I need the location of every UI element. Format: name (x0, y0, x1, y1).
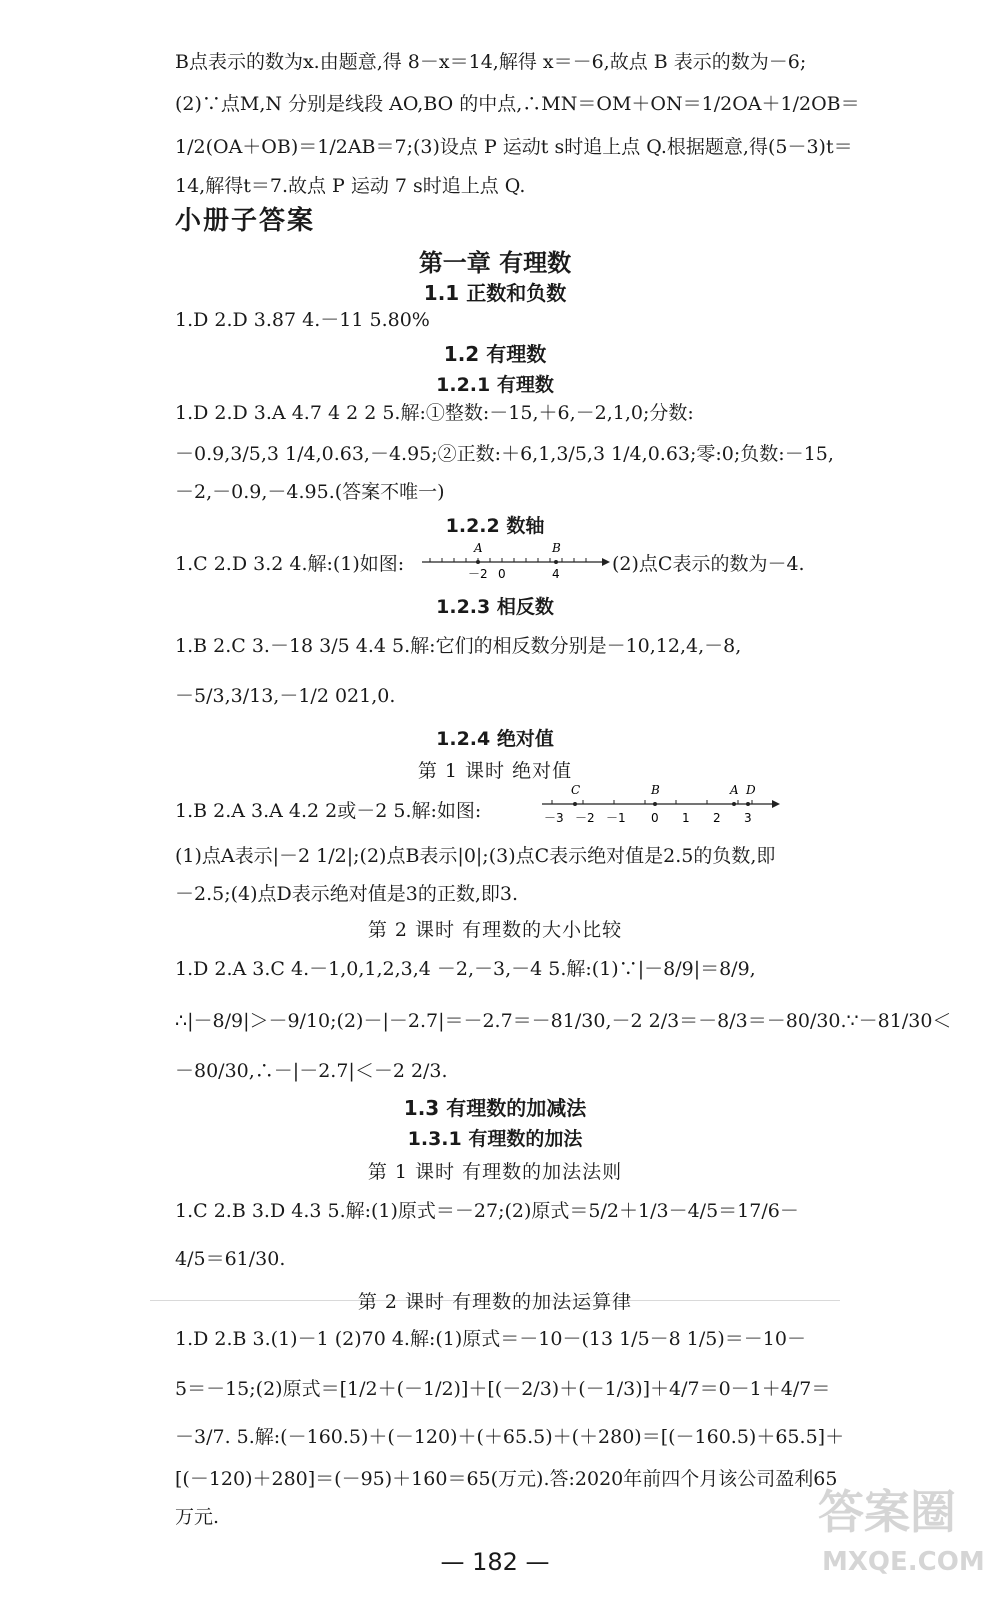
point-a (732, 802, 736, 806)
answer-line: 1.D 2.D 3.A 4.7 4 2 2 5.解:①整数:－15,＋6,－2,1,0;分数: (175, 402, 694, 424)
tick-label: 3 (744, 811, 752, 825)
answer-line: －2,－0.9,－4.95.(答案不唯一) (175, 481, 445, 503)
point-c (573, 802, 577, 806)
watermark-logo-icon (808, 1470, 988, 1580)
section-title: 1.2 有理数 (443, 342, 547, 366)
page-number: — 182 — (440, 1548, 550, 1576)
tick-label: 2 (713, 811, 721, 825)
point-a (476, 560, 480, 564)
tick-label: 1 (682, 811, 690, 825)
answer-line: 4/5＝61/30. (175, 1248, 286, 1270)
answer-line: (2)点C表示的数为－4. (612, 553, 805, 575)
arrow-head-icon (772, 800, 780, 808)
point-label: A (474, 541, 483, 555)
subsection-title: 1.3.1 有理数的加法 (407, 1128, 583, 1150)
point-b (554, 560, 558, 564)
lesson-title: 第 2 课时 有理数的加法运算律 (357, 1291, 633, 1313)
answer-line: 万元. (175, 1506, 220, 1528)
number-line-figure (540, 782, 780, 828)
tick-label: －2 (468, 567, 488, 581)
subsection-title: 1.2.4 绝对值 (436, 728, 554, 750)
answer-line: 1.C 2.D 3.2 4.解:(1)如图: (175, 553, 405, 575)
text-line: 1/2(OA＋OB)＝1/2AB＝7;(3)设点 P 运动t s时追上点 Q.根据题意,得(5－3)t＝ (175, 136, 853, 158)
lesson-title: 第 1 课时 有理数的加法法则 (367, 1161, 623, 1183)
tick-label: 0 (498, 567, 506, 581)
answer-line: －5/3,3/13,－1/2 021,0. (175, 685, 396, 707)
tick-label: －2 (575, 811, 595, 825)
section-title: 1.3 有理数的加减法 (403, 1096, 587, 1120)
answer-line: [(－120)＋280]＝(－95)＋160＝65(万元).答:2020年前四个月该公司盈利65 (175, 1468, 838, 1490)
booklet-heading: 小册子答案 (175, 206, 316, 236)
section-title: 1.1 正数和负数 (423, 281, 567, 305)
tick-label: －3 (544, 811, 564, 825)
answer-line: －80/30,∴－|－2.7|＜－2 2/3. (175, 1060, 448, 1082)
answer-line: 1.D 2.B 3.(1)－1 (2)70 4.解:(1)原式＝－10－(13 1/5－8 1/5)＝－10－ (175, 1328, 806, 1350)
point-label: B (651, 783, 660, 797)
chapter-title: 第一章 有理数 (418, 249, 572, 277)
answer-line: －3/7. 5.解:(－160.5)＋(－120)＋(＋65.5)＋(＋280)＝[(－160.5)＋65.5]＋ (175, 1426, 845, 1448)
answer-line: 1.D 2.D 3.87 4.－11 5.80% (175, 309, 430, 331)
answer-line: －2.5;(4)点D表示绝对值是3的正数,即3. (175, 883, 519, 905)
text-line: 14,解得t＝7.故点 P 运动 7 s时追上点 Q. (175, 175, 526, 197)
answer-line: －0.9,3/5,3 1/4,0.63,－4.95;②正数:＋6,1,3/5,3 1/4,0.63;零:0;负数:－15, (175, 443, 834, 465)
tick-label: 0 (651, 811, 659, 825)
point-label: A (730, 783, 739, 797)
subsection-title: 1.2.1 有理数 (436, 374, 554, 396)
point-b (653, 802, 657, 806)
text-line: (2)∵点M,N 分别是线段 AO,BO 的中点,∴MN＝OM＋ON＝1/2OA＋1/2OB＝ (175, 93, 860, 115)
subsection-title: 1.2.3 相反数 (436, 596, 554, 618)
answer-line: 1.C 2.B 3.D 4.3 5.解:(1)原式＝－27;(2)原式＝5/2＋1/3－4/5＝17/6－ (175, 1200, 799, 1222)
watermark-text: 答案圈 (818, 1485, 956, 1539)
subsection-title: 1.2.2 数轴 (445, 515, 545, 537)
answer-line: (1)点A表示|－2 1/2|;(2)点B表示|0|;(3)点C表示绝对值是2.5的负数,即 (175, 845, 776, 867)
answer-line: 1.D 2.A 3.C 4.－1,0,1,2,3,4 －2,－3,－4 5.解:(1)∵|－8/9|＝8/9, (175, 958, 756, 980)
answer-line: 1.B 2.C 3.－18 3/5 4.4 5.解:它们的相反数分别是－10,12,4,－8, (175, 635, 742, 657)
lesson-title: 第 2 课时 有理数的大小比较 (367, 919, 623, 941)
point-label: D (746, 783, 756, 797)
watermark-text: MXQE.COM (822, 1547, 985, 1577)
point-label: C (571, 783, 581, 797)
point-label: B (552, 541, 561, 555)
answer-line: ∴|－8/9|＞－9/10;(2)－|－2.7|＝－2.7＝－81/30,－2 2/3＝－8/3＝－80/30.∵－81/30＜ (175, 1010, 952, 1032)
tick-label: －1 (606, 811, 626, 825)
answer-line: 1.B 2.A 3.A 4.2 2或－2 5.解:如图: (175, 800, 482, 822)
point-d (746, 802, 750, 806)
tick-label: 4 (552, 567, 560, 581)
lesson-title: 第 1 课时 绝对值 (417, 760, 573, 782)
answer-line: 5＝－15;(2)原式＝[1/2＋(－1/2)]＋[(－2/3)＋(－1/3)]＋4/7＝0－1＋4/7＝ (175, 1378, 831, 1400)
text-line: B点表示的数为x.由题意,得 8－x＝14,解得 x＝－6,故点 B 表示的数为－6; (175, 51, 807, 73)
number-line-figure (420, 538, 610, 584)
arrow-head-icon (602, 558, 610, 566)
